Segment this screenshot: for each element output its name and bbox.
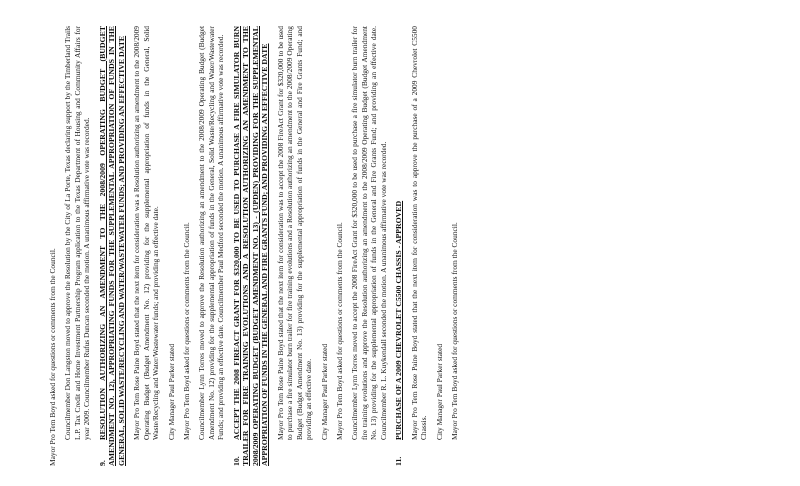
paragraph: Mayor Pro Tem Boyd asked for questions or comments from the Council. bbox=[335, 222, 345, 440]
paragraph: Councilmember Lynn Torres moved to accept the 2008 FireAct Grant for $320,000 to be used to purchase a fire simulator burn trailer for fire training evolutions and approve the Resolution authorizing an amendment to the 2008/2009 Operating Budget (Budget Amendment No. 13) providing for the supplemental appropriation of funds in the General and Fire Grants Fund; and providing an effective date. Councilmember R. L. Kuykendall seconded the motion. A unanimous affirmative vote was recorded. bbox=[350, 26, 388, 440]
agenda-item-11-heading bbox=[394, 26, 404, 466]
agenda-item-10-heading bbox=[232, 26, 270, 466]
agenda-item-number: 9. bbox=[97, 460, 107, 466]
agenda-item-number: 11. bbox=[394, 456, 404, 466]
paragraph: Mayor Pro Tem Rose Paine Boyd stated that the next item for consideration was to approve the purchase of a 2009 Chevrolet C5500 Chassis. bbox=[409, 26, 429, 440]
agenda-item-title: ACCEPT THE 2008 FIREACT GRANT FOR $320,000 TO BE USED TO PURCHASE A FIRE SIMULATOR BURN TRAILER FOR FIRE TRAINING EVOLUTIONS AND A RESOLUTION AUTHORIZING AN AMENDMENT TO THE 2008/2009 OPERATING BUDGET (BUDGET AMENDMENT NO. 13) - (UPDEN) PROVIDING FOR THE SUPPLEMENTAL APPROPRIATION OF FUNDS IN THE GENERAL AND FIRE GRANTS FUND; AND PROVIDING AN EFFECTIVE DATE bbox=[231, 26, 270, 466]
paragraph: Mayor Pro Tem Boyd asked for questions or comments from the Council. bbox=[449, 222, 459, 440]
agenda-item-title: RESOLUTION AUTHORIZING AN AMENDMENT TO THE 2008/2009 OPERATING BUDGET (BUDGET AMENDMENT NO. 12), APPROPRIATING FUNDS FOR THE SUPPLEMENTAL APPROPRIATION OF FUNDS IN THE GENERAL, SOLID WASTE/RECYCLING AND WATER/WASTEWATER FUNDS; AND PROVIDING AN EFFECTIVE DATE bbox=[97, 26, 126, 466]
paragraph: Councilmember Lynn Torres moved to approve the Resolution authorizing an amendment to the 2008/2009 Operating Budget (Budget Amendment No. 12) providing for the supplemental appropriation of funds in the General, Solid Waste/Recycling and Water/Wastewater Funds; and providing an effective date. Councilmember Paul Medford seconded the motion. A unanimous affirmative vote was recorded. bbox=[197, 26, 226, 440]
paragraph: City Manager Paul Parker stated bbox=[319, 343, 329, 440]
agenda-item-title: PURCHASE OF A 2009 CHEVROLET C5500 CHASSIS - APPROVED bbox=[394, 200, 404, 440]
agenda-item-number: 10. bbox=[231, 456, 241, 466]
paragraph: Mayor Pro Tem Boyd asked for questions or comments from the Council. bbox=[48, 248, 57, 466]
document-body bbox=[48, 26, 465, 466]
paragraph: City Manager Paul Parker stated bbox=[166, 343, 176, 440]
paragraph: Mayor Pro Tem Rose Paine Boyd stated that the next item for consideration was a Resolution authorizing an amendment to the 2008/2009 Operating Budget (Budget Amendment No. 12) providing for the supplemental appropriation of funds in the General, Solid Waste/Recycling and Water/Wastewater funds; and providing an effective date. bbox=[132, 26, 161, 440]
paragraph: Mayor Pro Tem Rose Paine Boyd stated that the next item for consideration was to accept the 2008 FireAct Grant for $320,000 to be used to purchase a fire simulator burn trailer for fire training evolutions and a Resolution authorizing an amendment to the 2008/2009 Operating Budget (Budget Amendment No. 13) providing for the supplemental appropriation of funds in the General and Fire Grants Fund; and providing an effective date. bbox=[276, 26, 314, 440]
agenda-item-9-heading bbox=[98, 26, 127, 466]
paragraph: Mayor Pro Tem Boyd asked for questions or comments from the Council. bbox=[182, 222, 192, 440]
paragraph: Councilmember Don Langston moved to approve the Resolution by the City of La Porte, Texas declaring support by the Timberland Trails L.P. Tax Credit and Home Investment Partnership Program application to the Texas Department of Housing and Community Affairs for year 2009. Councilmember Rufus Duncan seconded the motion. A unanimous affirmative vote was recorded. bbox=[63, 26, 92, 440]
paragraph: City Manager Paul Parker stated bbox=[434, 343, 444, 440]
